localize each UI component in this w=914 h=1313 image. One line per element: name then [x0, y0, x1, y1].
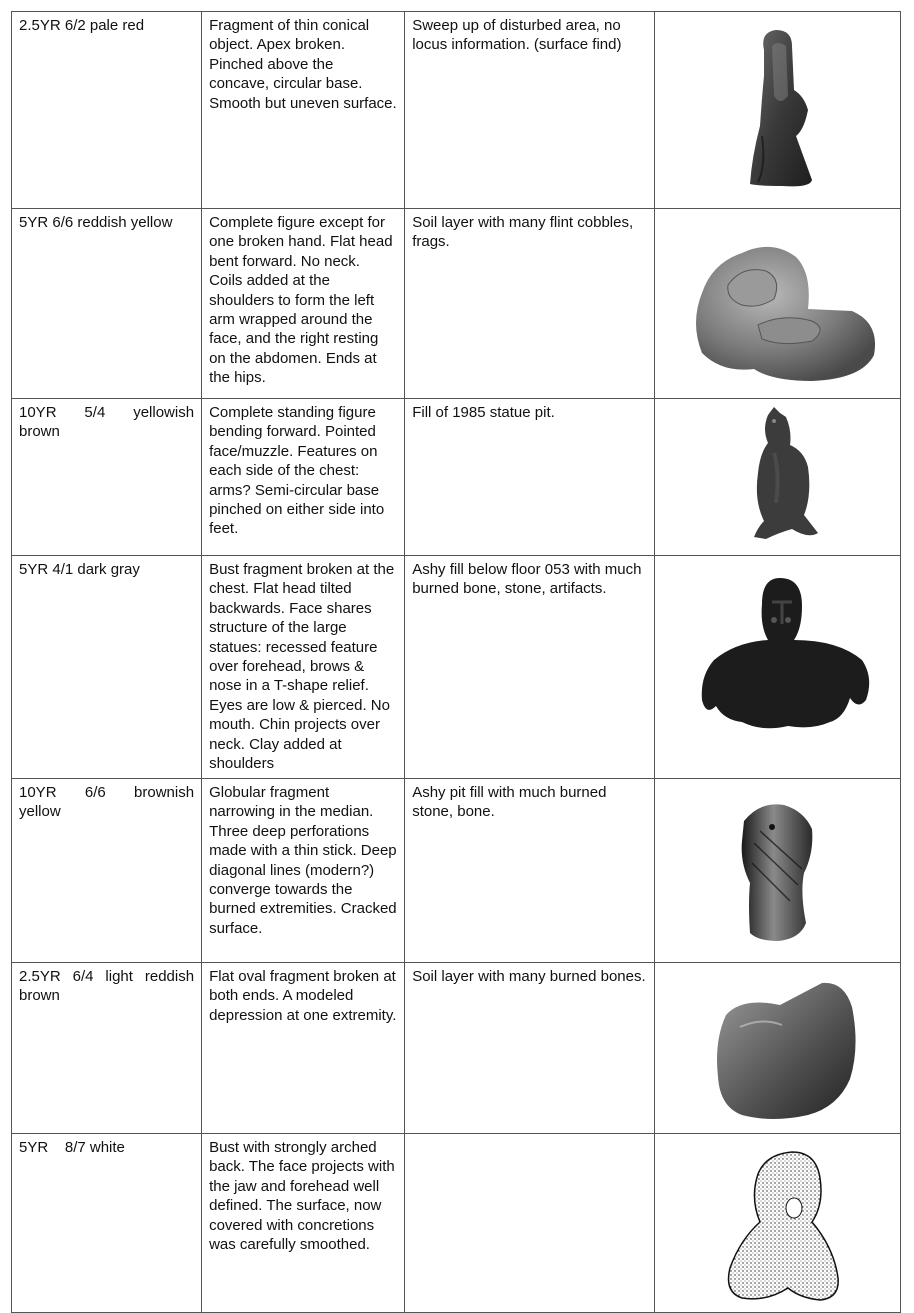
- color-cell: [12, 12, 202, 209]
- locus-text: Ashy fill below floor 053 with much burned bone, stone, artifacts.: [412, 561, 642, 598]
- color-cell: [12, 399, 202, 556]
- conical-fragment-image: [662, 16, 892, 208]
- stippled-bust-drawing: [662, 1138, 892, 1312]
- coiled-figure-image: [662, 213, 892, 398]
- description-cell: [202, 1134, 405, 1313]
- locus-cell: [405, 779, 654, 963]
- color-text: 2.5YR 6/2 pale red: [19, 17, 145, 34]
- color-cell: [12, 1134, 202, 1313]
- oval-fragment-image: [662, 967, 892, 1133]
- image-cell: [654, 963, 900, 1134]
- description-text: Flat oval fragment broken at both ends. A modeled depression at one extremity.: [209, 968, 397, 1024]
- image-cell: [654, 556, 900, 779]
- locus-text: Soil layer with many flint cobbles, frags.: [412, 214, 634, 251]
- color-text: 10YR 6/6 brownish: [19, 784, 195, 801]
- locus-text: Fill of 1985 statue pit.: [412, 404, 555, 421]
- description-text: Complete figure except for one broken hand. Flat head bent forward. No neck. Coils added at the shoulders to form the left arm wrapped around the face, and the right resting on the abdomen. Ends at the hips.: [209, 214, 393, 387]
- table-row: [12, 779, 901, 963]
- description-text: Complete standing figure bending forward. Pointed face/muzzle. Features on each side of the chest: arms? Semi-circular base pinched on either side into feet.: [209, 404, 385, 538]
- color-cell: [12, 209, 202, 399]
- color-text: 2.5YR 6/4 light reddish: [19, 968, 195, 985]
- description-cell: [202, 556, 405, 779]
- color-text: 5YR 6/6 reddish yellow: [19, 214, 173, 231]
- table-row: [12, 556, 901, 779]
- table-row: [12, 1134, 901, 1313]
- color-text: 5YR 4/1 dark gray: [19, 561, 140, 578]
- standing-figure-image: [662, 403, 892, 555]
- description-cell: [202, 12, 405, 209]
- table-row: [12, 209, 901, 399]
- color-cell: [12, 779, 202, 963]
- locus-cell: [405, 1134, 654, 1313]
- locus-cell: [405, 209, 654, 399]
- image-cell: [654, 12, 900, 209]
- description-text: Fragment of thin conical object. Apex broken. Pinched above the concave, circular base. Smooth but uneven surface.: [209, 17, 397, 112]
- table-row: [12, 399, 901, 556]
- description-cell: [202, 779, 405, 963]
- color-text-line2: brown: [19, 987, 60, 1005]
- description-cell: [202, 963, 405, 1134]
- figurine-catalog-table: [11, 11, 901, 1313]
- locus-text: Ashy pit fill with much burned stone, bone.: [412, 784, 607, 821]
- description-cell: [202, 399, 405, 556]
- table-row: [12, 963, 901, 1134]
- table-row: [12, 12, 901, 209]
- color-text-line2: brown: [19, 423, 60, 441]
- description-cell: [202, 209, 405, 399]
- image-cell: [654, 1134, 900, 1313]
- color-text-line2: yellow: [19, 803, 61, 821]
- locus-cell: [405, 399, 654, 556]
- image-cell: [654, 209, 900, 399]
- locus-text: Soil layer with many burned bones.: [412, 968, 646, 985]
- description-text: Bust fragment broken at the chest. Flat head tilted backwards. Face shares structure of the large statues: recessed feature over forehead, brows & nose in a T-shape relief. Eyes are low & pierced. No mouth. Chin projects over neck. Clay added at shoulders: [209, 561, 395, 773]
- locus-cell: [405, 963, 654, 1134]
- color-text: 5YR 8/7 white: [19, 1139, 125, 1156]
- locus-text: Sweep up of disturbed area, no locus information. (surface find): [412, 17, 622, 54]
- locus-cell: [405, 12, 654, 209]
- locus-cell: [405, 556, 654, 779]
- description-text: Bust with strongly arched back. The face projects with the jaw and forehead well defined. The surface, now covered with concretions was carefully smoothed.: [209, 1139, 395, 1254]
- color-cell: [12, 963, 202, 1134]
- image-cell: [654, 779, 900, 963]
- description-text: Globular fragment narrowing in the median. Three deep perforations made with a thin stick. Deep diagonal lines (modern?) converge towards the burned extremities. Cracked surface.: [209, 784, 397, 937]
- color-text: 10YR 5/4 yellowish: [19, 404, 195, 421]
- color-cell: [12, 556, 202, 779]
- image-cell: [654, 399, 900, 556]
- globular-fragment-image: [662, 783, 892, 962]
- bust-fragment-image: [662, 560, 892, 778]
